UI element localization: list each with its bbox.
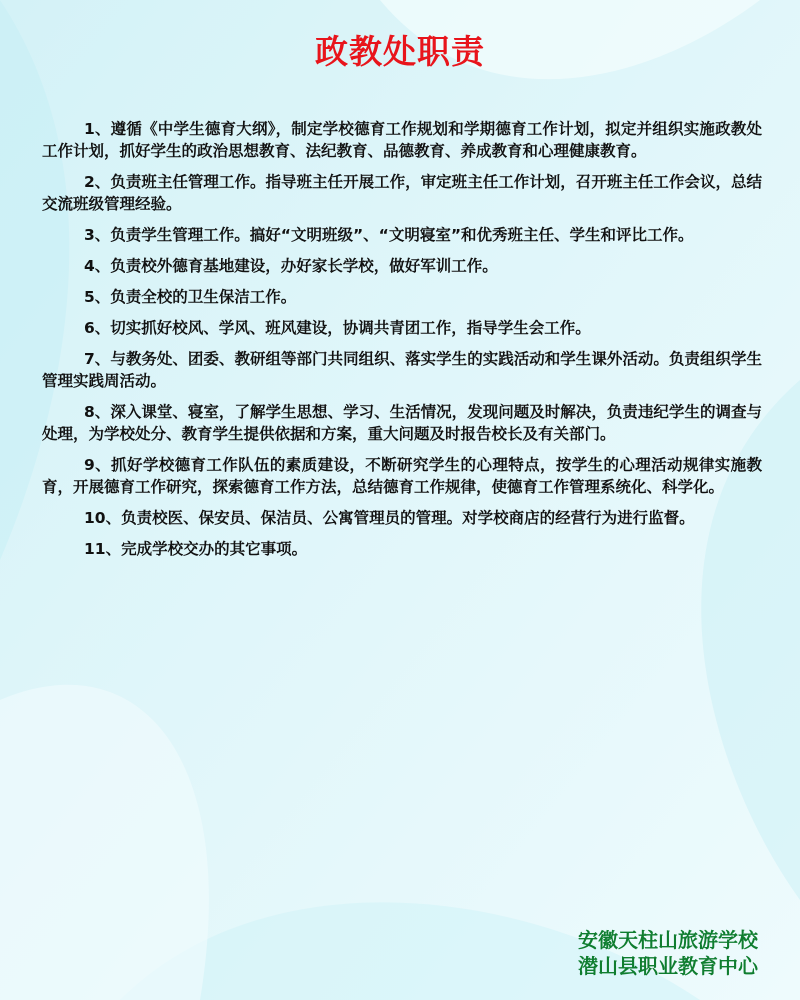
duty-item: 5、负责全校的卫生保洁工作。	[84, 288, 297, 306]
duty-item: 8、深入课堂、寝室，了解学生思想、学习、生活情况，发现问题及时解决，负责违纪学生的调查与处理，为学校处分、教育学生提供依据和方案，重大问题及时报告校长及有关部门。	[42, 403, 762, 443]
duty-item: 9、抓好学校德育工作队伍的素质建设，不断研究学生的心理特点，按学生的心理活动规律实施教育，开展德育工作研究，探索德育工作方法，总结德育工作规律，使德育工作管理系统化、科学化。	[42, 456, 762, 496]
duty-item: 10、负责校医、保安员、保洁员、公寓管理员的管理。对学校商店的经营行为进行监督。	[84, 509, 695, 527]
school-name-line2: 潜山县职业教育中心	[578, 954, 758, 978]
duty-item: 1、遵循《中学生德育大纲》，制定学校德育工作规划和学期德育工作计划，拟定并组织实施政教处工作计划，抓好学生的政治思想教育、法纪教育、品德教育、养成教育和心理健康教育。	[42, 120, 762, 160]
duty-item: 2、负责班主任管理工作。指导班主任开展工作，审定班主任工作计划，召开班主任工作会议，总结交流班级管理经验。	[42, 173, 762, 213]
duty-item: 6、切实抓好校风、学风、班风建设，协调共青团工作，指导学生会工作。	[84, 319, 591, 337]
school-signature	[578, 927, 758, 979]
school-name-line1: 安徽天柱山旅游学校	[578, 928, 758, 952]
duty-item: 4、负责校外德育基地建设，办好家长学校，做好军训工作。	[84, 257, 498, 275]
duty-item: 3、负责学生管理工作。搞好“文明班级”、“文明寝室”和优秀班主任、学生和评比工作。	[84, 226, 694, 244]
page-title: 政教处职责	[315, 32, 485, 71]
duty-item: 7、与教务处、团委、教研组等部门共同组织、落实学生的实践活动和学生课外活动。负责组织学生管理实践周活动。	[42, 350, 762, 390]
duties-list	[42, 118, 762, 569]
duty-item: 11、完成学校交办的其它事项。	[84, 540, 308, 558]
